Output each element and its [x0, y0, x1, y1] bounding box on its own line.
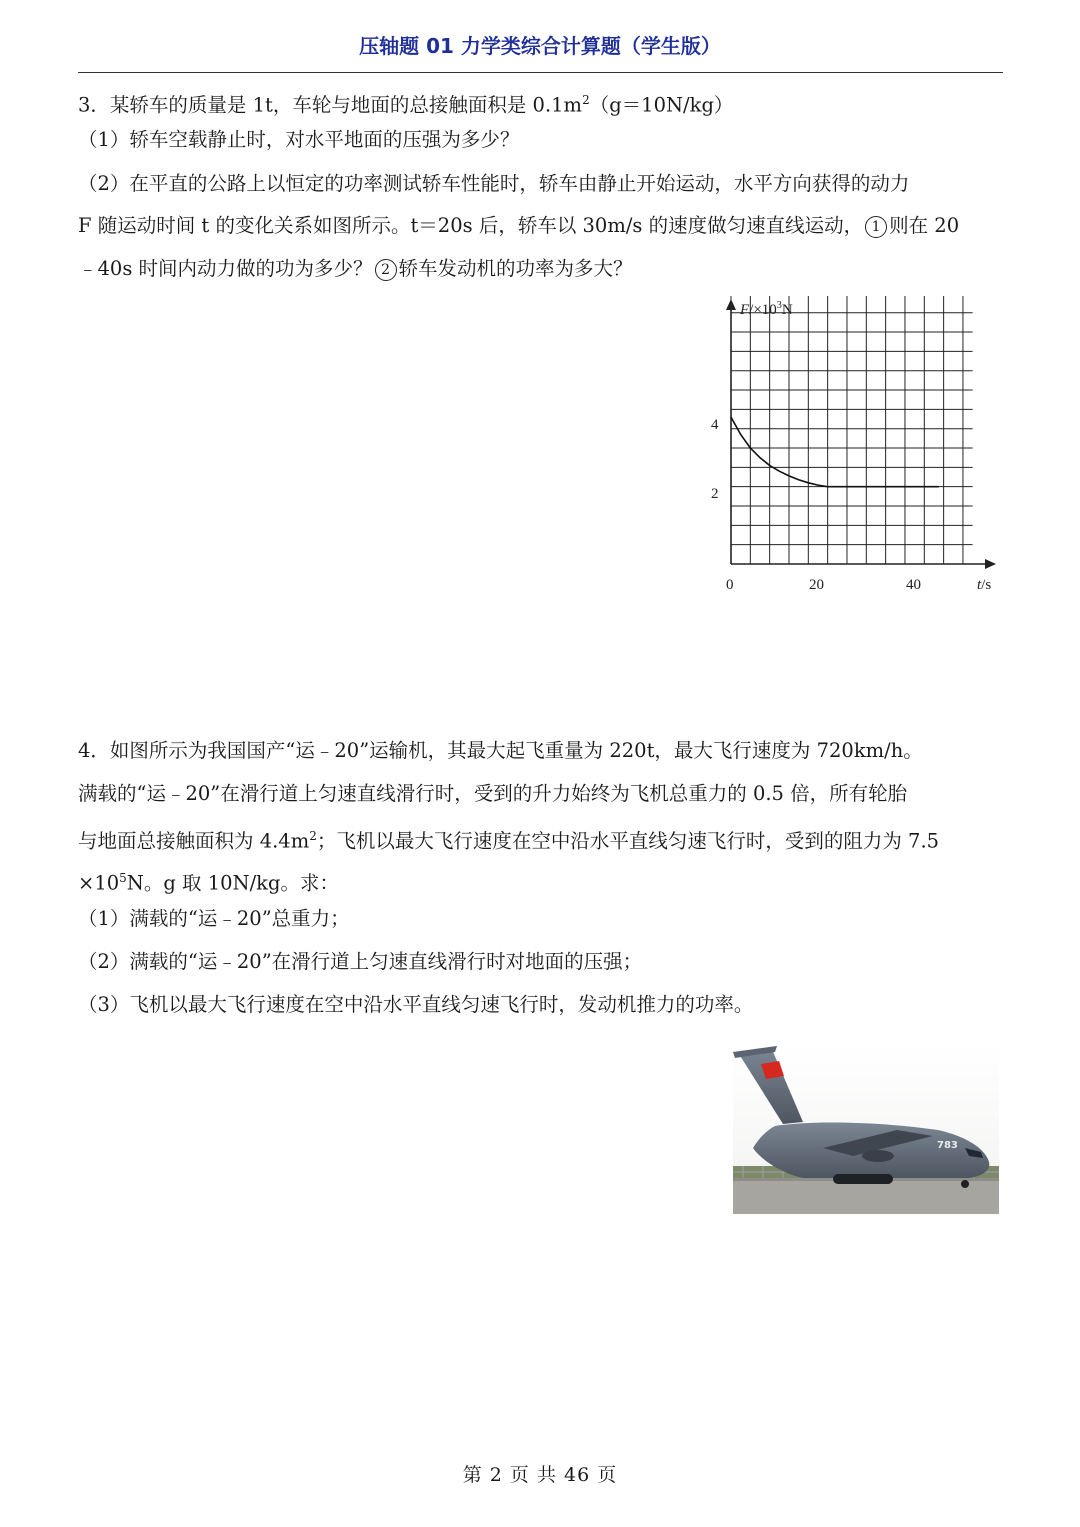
q4-line3-text: 与地面总接触面积为 4.4m — [78, 829, 310, 853]
y-axis-label-unit: /×10 — [749, 302, 777, 318]
q3-part2-line3-text: ﹣40s 时间内动力做的功为多少？ — [78, 257, 373, 280]
y-tick-4: 4 — [711, 417, 719, 433]
x-axis-label — [977, 577, 991, 593]
chart-grid — [731, 296, 973, 564]
q3-stem — [78, 86, 1008, 120]
x-axis-label-var: t — [977, 577, 982, 593]
q4-part3: （3）飞机以最大飞行速度在空中沿水平直线匀速飞行时，发动机推力的功率。 — [78, 993, 754, 1016]
q4-line1: 4．如图所示为我国国产“运﹣20”运输机，其最大起飞重量为 220t，最大飞行速度为 720km/h。 — [78, 739, 923, 762]
q4-line4-text: ×10 — [78, 871, 120, 895]
q4-line4-sup: 5 — [119, 871, 127, 885]
aircraft-landing-gear — [833, 1174, 893, 1184]
q4-line3-sup: 2 — [309, 829, 317, 843]
q4-line4-tail: N。g 取 10N/kg。求： — [126, 871, 339, 895]
q4-part1: （1）满载的“运﹣20”总重力； — [78, 907, 350, 930]
y-axis-label — [739, 300, 793, 318]
q3-stem-sup: 2 — [582, 93, 590, 107]
aircraft-nose-wheel — [961, 1180, 969, 1188]
q3-stem-tail: （g＝10N/kg） — [589, 93, 734, 117]
chart-series — [731, 417, 939, 487]
y-axis-label-tail: N — [781, 302, 793, 318]
x-tick-20: 20 — [809, 577, 824, 593]
x-tick-0: 0 — [726, 577, 734, 593]
circled-number-2: 2 — [375, 259, 397, 281]
header-divider — [78, 72, 1003, 73]
transport-aircraft-photo — [733, 1044, 999, 1214]
y-tick-2: 2 — [711, 486, 719, 502]
q3-part2-line1: （2）在平直的公路上以恒定的功率测试轿车性能时，轿车由静止开始运动，水平方向获得的动力 — [78, 172, 910, 195]
x-axis-label-unit: /s — [981, 577, 992, 593]
y-axis-label-var: F — [740, 302, 750, 318]
q3-part2-line2-text: F 随运动时间 t 的变化关系如图所示。t＝20s 后，轿车以 30m/s 的速度做匀速直线运动， — [78, 214, 864, 237]
q4-line4 — [78, 864, 1008, 898]
series-line-F — [731, 417, 939, 487]
q3-stem-text: 3．某轿车的质量是 1t，车轮与地面的总接触面积是 0.1m — [78, 93, 583, 117]
circled-number-1: 1 — [865, 216, 887, 238]
q4-line3-tail: ；飞机以最大飞行速度在空中沿水平直线匀速飞行时，受到的阻力为 7.5 — [316, 829, 940, 853]
aircraft-tail-number: 783 — [937, 1140, 958, 1151]
q3-part2-line2-tail: 则在 20 — [889, 214, 960, 237]
q4-part2: （2）满载的“运﹣20”在滑行道上匀速直线滑行时对地面的压强； — [78, 950, 643, 973]
q3-part2-line2 — [78, 212, 1008, 240]
aircraft-engine — [862, 1150, 894, 1162]
y-axis-label-exp: 3 — [776, 300, 782, 311]
force-time-chart — [700, 296, 1010, 601]
q4-line2: 满载的“运﹣20”在滑行道上匀速直线滑行时，受到的升力始终为飞机总重力的 0.5 倍，所有轮胎 — [78, 782, 908, 805]
q3-part2-line3-tail: 轿车发动机的功率为多大？ — [398, 257, 633, 280]
page-header-title: 压轴题 01 力学类综合计算题（学生版） — [359, 34, 721, 58]
page-footer: 第 2 页 共 46 页 — [462, 1464, 618, 1486]
q3-part1: （1）轿车空载静止时，对水平地面的压强为多少？ — [78, 128, 520, 151]
q3-part2-line3 — [78, 255, 1008, 283]
x-axis-arrow — [985, 559, 996, 569]
x-tick-40: 40 — [906, 577, 921, 593]
y-axis-arrow — [726, 299, 736, 310]
q4-line3 — [78, 822, 1008, 856]
